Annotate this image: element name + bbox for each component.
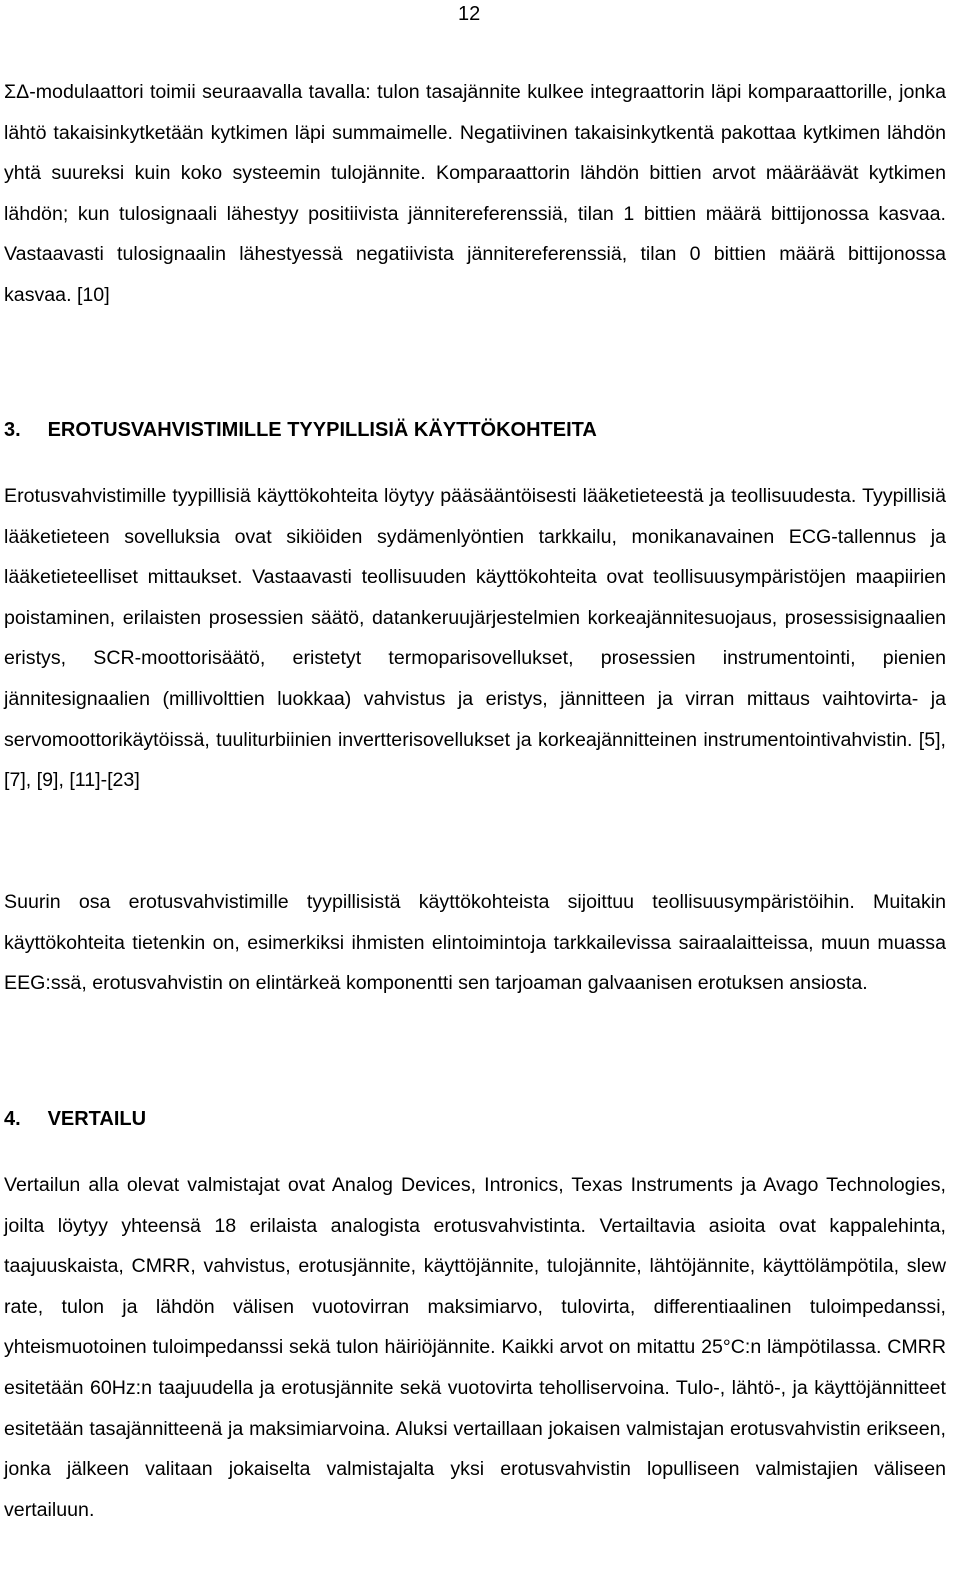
paragraph-comparison: Vertailun alla olevat valmistajat ovat Analog Devices, Intronics, Texas Instruments ja Avago Technologies, joilta löytyy yhteensä 18 erilaista analogista erotusvahvistinta. Vertailtavia asioita ovat kappalehinta, taajuuskaista, CMRR, vahvistus, erotusjännite, käyttöjännite, tulojännite, lähtöjännite, käyttölämpötila, slew rate, tulon ja lähdön välisen vuotovirran maksimiarvo, tulovirta, differentiaalinen tuloimpedanssi, yhteismuotoinen tuloimpedanssi sekä tulon häiriöjännite. Kaikki arvot on mitattu 25°C:n lämpötilassa. CMRR esitetään 60Hz:n taajuudella ja erotusjännite sekä vuotovirta teholliservoina. Tulo-, lähtö-, ja käyttöjännitteet esitetään tasajännitteenä ja maksimiarvoina. Aluksi vertaillaan jokaisen valmistajan erotusvahvistin erikseen, jonka jälkeen valitaan jokaiselta valmistajalta yksi erotusvahvistin lopulliseen valmistajien väliseen vertailuun. — [4, 1174, 946, 1521]
section-number: 4. — [4, 1108, 21, 1130]
section-title: VERTAILU — [47, 1108, 147, 1130]
section-number: 3. — [4, 419, 21, 441]
paragraph-sigma-delta: ΣΔ-modulaattori toimii seuraavalla tavalla: tulon tasajännite kulkee integraattorin läpi komparaattorille, jonka lähtö takaisinkytketään kytkimen läpi summaimelle. Negatiivinen takaisinkytkentä pakottaa kytkimen lähdön yhtä suureksi kuin koko systeemin tulojännite. Komparaattorin lähdön bittien arvot määräävät kytkimen lähdön; kun tulosignaali lähestyy positiivista jännitereferenssiä, tilan 1 bittien määrä bittijonossa kasvaa. Vastaavasti tulosignaalin lähestyessä negatiivista jännitereferenssiä, tilan 0 bittien määrä bittijonossa kasvaa. [10] — [4, 81, 946, 306]
section-heading-4 — [4, 1105, 146, 1133]
page-number: 12 — [458, 3, 481, 25]
paragraph-applications: Erotusvahvistimille tyypillisiä käyttökohteita löytyy pääsääntöisesti lääketieteestä ja teollisuudesta. Tyypillisiä lääketieteen sovelluksia ovat sikiöiden sydämenlyöntien tarkkailu, monikanavainen ECG-tallennus ja lääketieteelliset mittaukset. Vastaavasti teollisuuden käyttökohteita ovat teollisuusympäristöjen maapiirien poistaminen, erilaisten prosessien säätö, datankeruujärjestelmien korkeajännitesuojaus, prosessisignaalien eristys, SCR-moottorisäätö, eristetyt termoparisovellukset, prosessien instrumentointi, pienien jännitesignaalien (millivolttien luokkaa) vahvistus ja eristys, jännitteen ja virran mittaus vaihtovirta- ja servomoottorikäytöissä, tuuliturbiinien invertterisovellukset ja korkeajännitteinen instrumentointivahvistin. [5], [7], [9], [11]-[23] — [4, 485, 946, 792]
section-title: EROTUSVAHVISTIMILLE TYYPILLISIÄ KÄYTTÖKOHTEITA — [47, 419, 597, 441]
paragraph-industrial-use: Suurin osa erotusvahvistimille tyypillisistä käyttökohteista sijoittuu teollisuusympäristöihin. Muitakin käyttökohteita tietenkin on, esimerkiksi ihmisten elintoimintoja tarkkailevissa sairaalaitteissa, muun muassa EEG:ssä, erotusvahvistin on elintärkeä komponentti sen tarjoaman galvaanisen erotuksen ansiosta. — [4, 891, 946, 995]
section-heading-3 — [4, 416, 597, 444]
